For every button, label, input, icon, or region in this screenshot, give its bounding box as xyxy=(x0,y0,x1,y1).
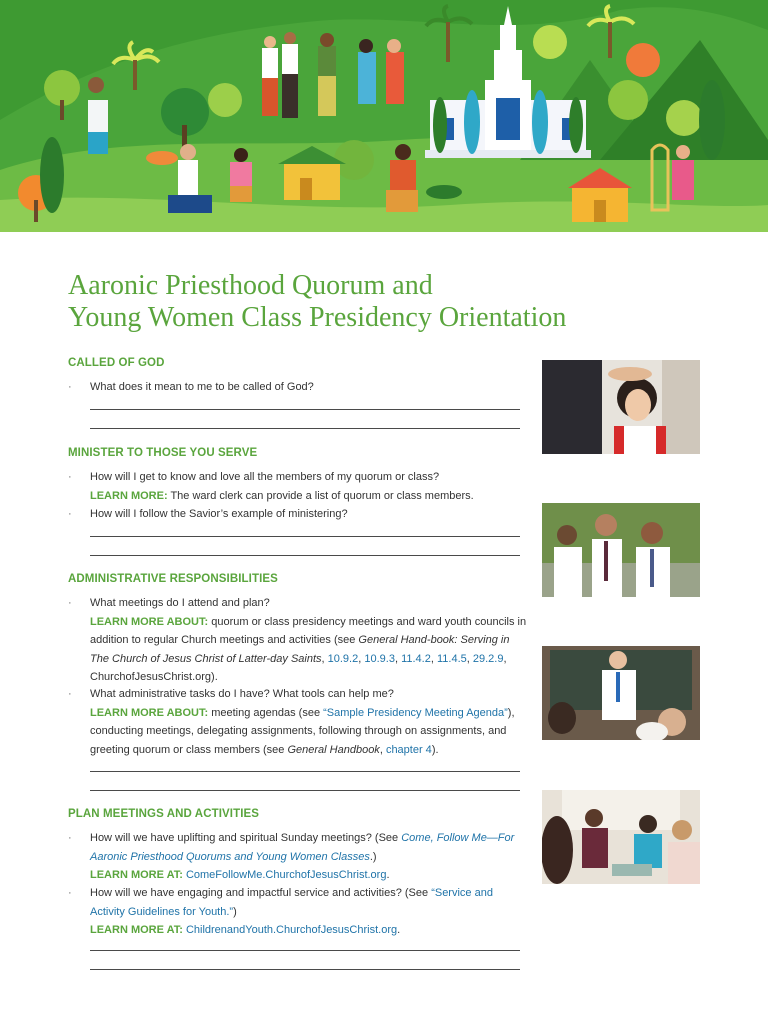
handbook-chapter-4-link[interactable]: chapter 4 xyxy=(385,743,432,756)
handbook-link-11-4-5[interactable]: 11.4.5 xyxy=(436,652,467,665)
learn-more-text-end: ). xyxy=(431,743,439,756)
separator: , xyxy=(430,652,437,665)
page-title-line-2: Young Women Class Presidency Orientation xyxy=(68,302,567,333)
learn-more-text-end: , ChurchofJesusChrist.org). xyxy=(90,652,507,683)
handbook-link-11-4-2[interactable]: 11.4.2 xyxy=(401,652,431,665)
answer-line[interactable] xyxy=(90,428,520,429)
question-admin-tasks xyxy=(68,685,528,759)
bullet: · xyxy=(68,381,72,393)
separator: , xyxy=(321,652,328,665)
header-illustration xyxy=(0,0,768,232)
photo-young-women xyxy=(542,790,700,884)
answer-line[interactable] xyxy=(90,536,520,537)
come-follow-me-link[interactable]: Come, Follow Me—For Aaronic Priesthood Quorums and Young Women Classes xyxy=(90,832,515,863)
sample-agenda-link[interactable]: “Sample Presidency Meeting Agenda” xyxy=(323,706,508,719)
question-meetings xyxy=(68,594,528,687)
page-title xyxy=(68,270,688,334)
separator: , xyxy=(466,652,473,665)
question-text: How will we have engaging and impactful service and activities? (See xyxy=(90,887,432,899)
handbook-title: General Handbook xyxy=(287,743,380,756)
answer-line[interactable] xyxy=(90,771,520,772)
handbook-link-10-9-3[interactable]: 10.9.3 xyxy=(364,652,395,665)
period: . xyxy=(397,924,401,936)
learn-more-label: LEARN MORE AT: xyxy=(90,869,183,881)
learn-more-text: ), conducting meetings, delegating assignments, following through on assignments, and greeting quorum or class members (see xyxy=(90,706,515,756)
handbook-title: General Hand-book: Serving in The Church of Jesus Christ of Latter-day Saints xyxy=(90,634,510,665)
learn-more-label: LEARN MORE: xyxy=(90,489,168,502)
learn-more-text: The ward clerk can provide a list of quorum or class members. xyxy=(167,489,474,502)
learn-more-text: quorum or class presidency meetings and ward youth councils in addition to regular Church meetings and activities (see xyxy=(90,615,527,646)
comefollowme-url-link[interactable]: ComeFollowMe.ChurchofJesusChrist.org xyxy=(182,869,387,881)
learn-more-label: LEARN MORE ABOUT: xyxy=(90,615,209,628)
question-ministering xyxy=(68,505,528,524)
learn-more-text: meeting agendas (see xyxy=(208,706,324,719)
service-guidelines-link[interactable]: “Service and Activity Guidelines for Youth.” xyxy=(90,887,493,918)
answer-line[interactable] xyxy=(90,969,520,970)
question-know-members xyxy=(68,468,528,505)
bullet: · xyxy=(68,688,72,700)
separator: , xyxy=(394,652,402,665)
separator: , xyxy=(358,652,365,665)
temple-scene-illustration xyxy=(0,0,768,232)
bullet: · xyxy=(68,832,72,844)
photo-classroom xyxy=(542,646,700,740)
section-heading-plan-meetings: PLAN MEETINGS AND ACTIVITIES xyxy=(68,808,260,820)
section-heading-administrative: ADMINISTRATIVE RESPONSIBILITIES xyxy=(68,573,278,585)
answer-line[interactable] xyxy=(90,555,520,556)
learn-more-label: LEARN MORE ABOUT: xyxy=(90,706,209,719)
question-sunday-meetings xyxy=(68,829,528,885)
question-text: What meetings do I attend and plan? xyxy=(90,597,270,609)
period: . xyxy=(386,869,390,881)
bullet: · xyxy=(68,471,72,483)
bullet: · xyxy=(68,887,72,899)
section-heading-called-of-god: CALLED OF GOD xyxy=(68,357,165,369)
question-text: What does it mean to me to be called of God? xyxy=(90,381,314,393)
answer-line[interactable] xyxy=(90,790,520,791)
learn-more-label: LEARN MORE AT: xyxy=(90,924,183,936)
section-heading-minister: MINISTER TO THOSE YOU SERVE xyxy=(68,447,258,459)
question-text: How will I follow the Savior’s example of ministering? xyxy=(90,508,348,520)
question-text: How will we have uplifting and spiritual Sunday meetings? (See xyxy=(90,832,402,844)
question-text-end: ) xyxy=(233,905,237,918)
photo-young-men xyxy=(542,503,700,597)
handbook-link-29-2-9[interactable]: 29.2.9 xyxy=(472,652,504,665)
photo-blessing xyxy=(542,360,700,454)
bullet: · xyxy=(68,508,72,520)
answer-line[interactable] xyxy=(90,950,520,951)
bullet: · xyxy=(68,597,72,609)
question-text-end: .) xyxy=(369,850,377,863)
answer-line[interactable] xyxy=(90,409,520,410)
handbook-link-10-9-2[interactable]: 10.9.2 xyxy=(327,652,359,665)
question-service-activities xyxy=(68,884,528,940)
question-text: How will I get to know and love all the members of my quorum or class? xyxy=(90,471,440,483)
question-called-of-god xyxy=(68,378,528,397)
page-title-line-1: Aaronic Priesthood Quorum and xyxy=(68,270,433,301)
separator: , xyxy=(379,743,386,756)
question-text: What administrative tasks do I have? What tools can help me? xyxy=(90,688,394,700)
childrenandyouth-url-link[interactable]: ChildrenandYouth.ChurchofJesusChrist.org xyxy=(182,924,398,936)
